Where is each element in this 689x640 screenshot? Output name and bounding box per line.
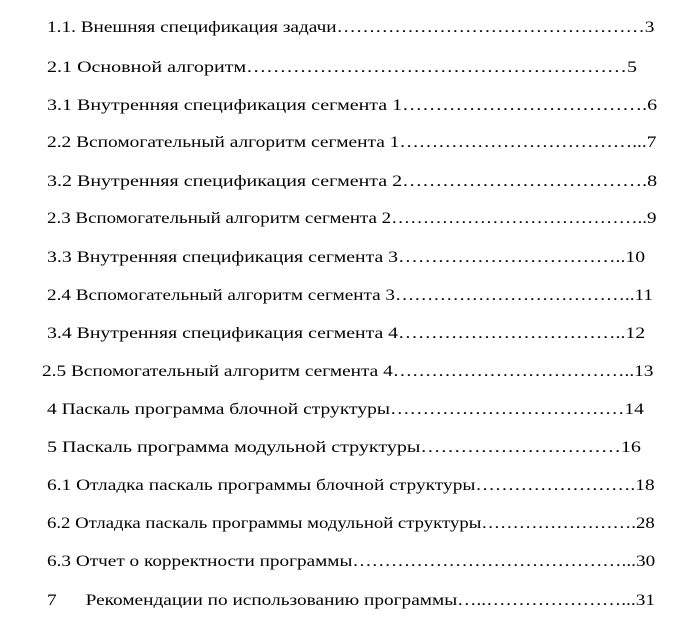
- toc-entry: 6.1 Отладка паскаль программы блочной структуры…………………….18: [47, 477, 655, 494]
- toc-entry: 3.3 Внутренняя спецификация сегмента 3……………………………..10: [47, 249, 646, 266]
- toc-entry: 3.1 Внутренняя спецификация сегмента 1……………………………….6: [47, 97, 658, 114]
- toc-entry: 2.2 Вспомогательный алгоритм сегмента 1………………………………...7: [47, 134, 657, 151]
- toc-entry: 2.1 Основной алгоритм…………………………………………………5: [47, 59, 637, 76]
- toc-entry: 2.3 Вспомогательный алгоритм сегмента 2…………………………………..9: [47, 210, 657, 227]
- toc-entry: 4 Паскаль программа блочной структуры………………………………14: [47, 401, 644, 418]
- toc-entry: 1.1. Внешняя спецификация задачи…………………………………………3: [47, 19, 655, 36]
- toc-entry: 5 Паскаль программа модульной структуры…………………………16: [47, 439, 641, 456]
- toc-entry: 3.2 Внутренняя спецификация сегмента 2……………………………….8: [47, 173, 658, 190]
- toc-entry: 2.5 Вспомогательный алгоритм сегмента 4………………………………..13: [42, 363, 654, 380]
- toc-entry: 3.4 Внутренняя спецификация сегмента 4……………………………..12: [47, 325, 646, 342]
- toc-entry: 6.3 Отчет о корректности программы……………………………………...30: [47, 553, 656, 570]
- toc-entry: 2.4 Вспомогательный алгоритм сегмента 3………………………………..11: [47, 287, 653, 304]
- toc-entry: 6.2 Отладка паскаль программы модульной структуры…………………….28: [47, 515, 655, 532]
- toc-entry: 7 Рекомендации по использованию программы…..…………………...31: [47, 592, 655, 609]
